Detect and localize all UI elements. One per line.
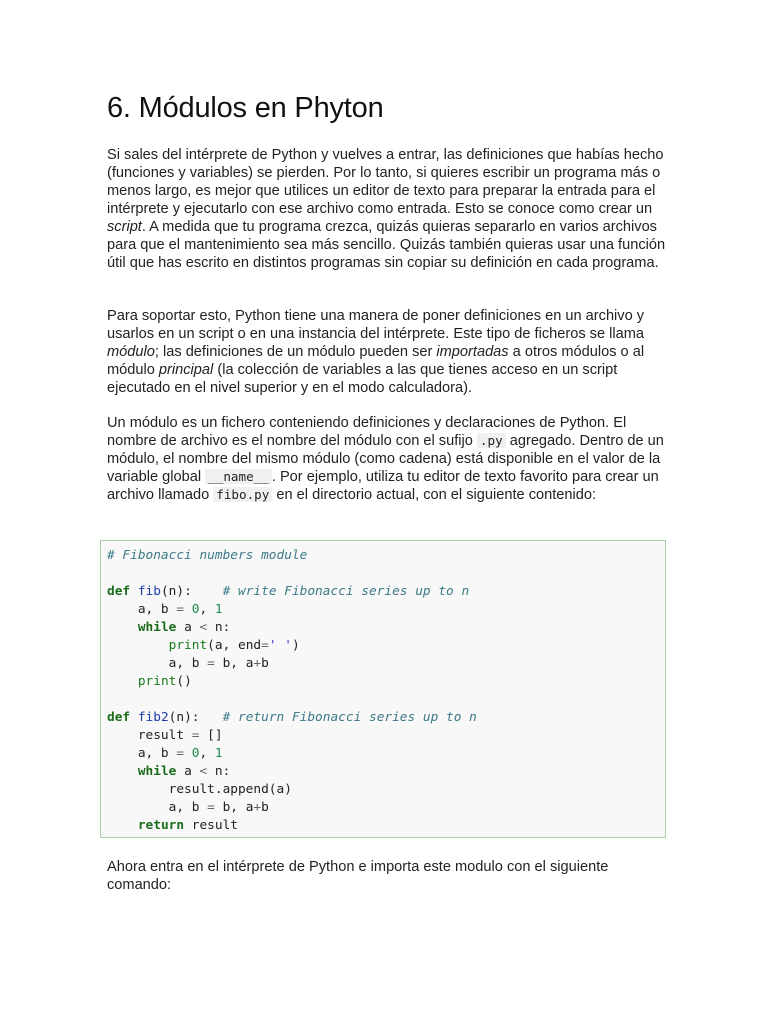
code-number: 0 — [191, 602, 200, 617]
code-line: return result — [137, 818, 238, 833]
text-run: . Por ejemplo, utiliza tu editor de texto favorito para crear un archivo llamado — [107, 469, 659, 503]
paragraph-intro — [107, 146, 667, 272]
emphasis-importadas: importadas — [436, 344, 509, 360]
text-run: Para soportar esto, Python tiene una manera de poner definiciones en un archivo y usarlos en un script o en una instancia del intérprete. Este tipo de ficheros se llama — [107, 308, 645, 342]
text-run: en el directorio actual, con el siguiente contenido: — [272, 487, 597, 503]
code-line: def fib(n): # write Fibonacci series up to n — [107, 584, 470, 599]
code-line: result.append(a) — [107, 782, 292, 797]
code-line: while a < n: — [137, 764, 231, 779]
inline-code-name-variable: __name__ — [205, 469, 272, 484]
text-run: Un módulo es un fichero conteniendo definiciones y declaraciones de Python. El nombre de archivo es el nombre del módulo con el sufijo — [107, 415, 627, 449]
code-keyword: while — [137, 620, 177, 635]
inline-code-fibo-filename: fibo.py — [213, 487, 272, 502]
text-run: ; las definiciones de un módulo pueden ser — [154, 344, 437, 360]
paragraph-import-instruction: Ahora entra en el intérprete de Python e importa este modulo con el siguiente comando: — [107, 859, 609, 893]
code-line: a, b = 0, 1 — [107, 746, 223, 761]
code-line: a, b = 0, 1 — [107, 602, 223, 617]
code-line: def fib2(n): # return Fibonacci series up to n — [107, 710, 477, 725]
code-builtin: print — [137, 674, 177, 689]
emphasis-modulo: módulo — [107, 344, 155, 360]
code-line-blank — [107, 691, 477, 709]
code-string: ' ' — [268, 638, 292, 653]
code-line: while a < n: — [137, 620, 231, 635]
code-number: 1 — [214, 602, 223, 617]
code-comment: # return Fibonacci series up to n — [222, 710, 477, 725]
code-builtin: print — [168, 638, 208, 653]
code-line — [107, 547, 477, 565]
code-number: 0 — [191, 746, 200, 761]
code-keyword: while — [137, 764, 177, 779]
code-line-blank — [107, 565, 477, 583]
emphasis-principal: principal — [158, 362, 214, 378]
code-line: a, b = b, a+b — [107, 800, 269, 815]
inline-code-py-suffix: .py — [477, 433, 506, 448]
code-function-name: fib2 — [137, 710, 169, 725]
text-run: a otros módulos o al módulo — [107, 344, 645, 378]
code-keyword: def — [107, 710, 131, 725]
code-line: print(a, end=' ') — [168, 638, 300, 653]
paragraph-modules — [107, 307, 667, 397]
code-comment: # Fibonacci numbers module — [107, 548, 308, 563]
text-run: agregado. Dentro de un módulo, el nombre del mismo módulo (como cadena) está disponible en el valor de la variable global — [107, 433, 664, 485]
code-line: print() — [137, 674, 192, 689]
code-keyword: def — [107, 584, 131, 599]
text-run: . A medida que tu programa crezca, quizás quieras separarlo en varios archivos para que el mantenimiento sea más sencillo. Quizás también quieras usar una función útil que has escrito en distintos programas sin copiar su definición en cada programa. — [107, 219, 666, 271]
code-comment: # write Fibonacci series up to n — [222, 584, 470, 599]
code-keyword: return — [137, 818, 185, 833]
emphasis-script: script — [107, 219, 142, 235]
code-function-name: fib — [137, 584, 161, 599]
text-run: Si sales del intérprete de Python y vuelves a entrar, las definiciones que habías hecho (funciones y variables) se pierden. Por lo tanto, si quieres escribir un programa más o menos largo, es mejor que utilices un editor de texto para preparar la entrada para el intérprete y ejecutarlo con ese archivo como entrada. Esto se conoce como crear un — [107, 147, 664, 217]
text-run: (la colección de variables a las que tienes acceso en un script ejecutado en el nivel superior y en el modo calculadora). — [107, 362, 618, 396]
code-line: a, b = b, a+b — [107, 656, 269, 671]
code-listing — [107, 547, 477, 835]
code-line: result = [] — [107, 728, 223, 743]
paragraph-module-file — [107, 414, 667, 504]
code-block — [100, 540, 666, 838]
code-number: 1 — [214, 746, 223, 761]
page-title: 6. Módulos en Phyton — [107, 92, 384, 124]
